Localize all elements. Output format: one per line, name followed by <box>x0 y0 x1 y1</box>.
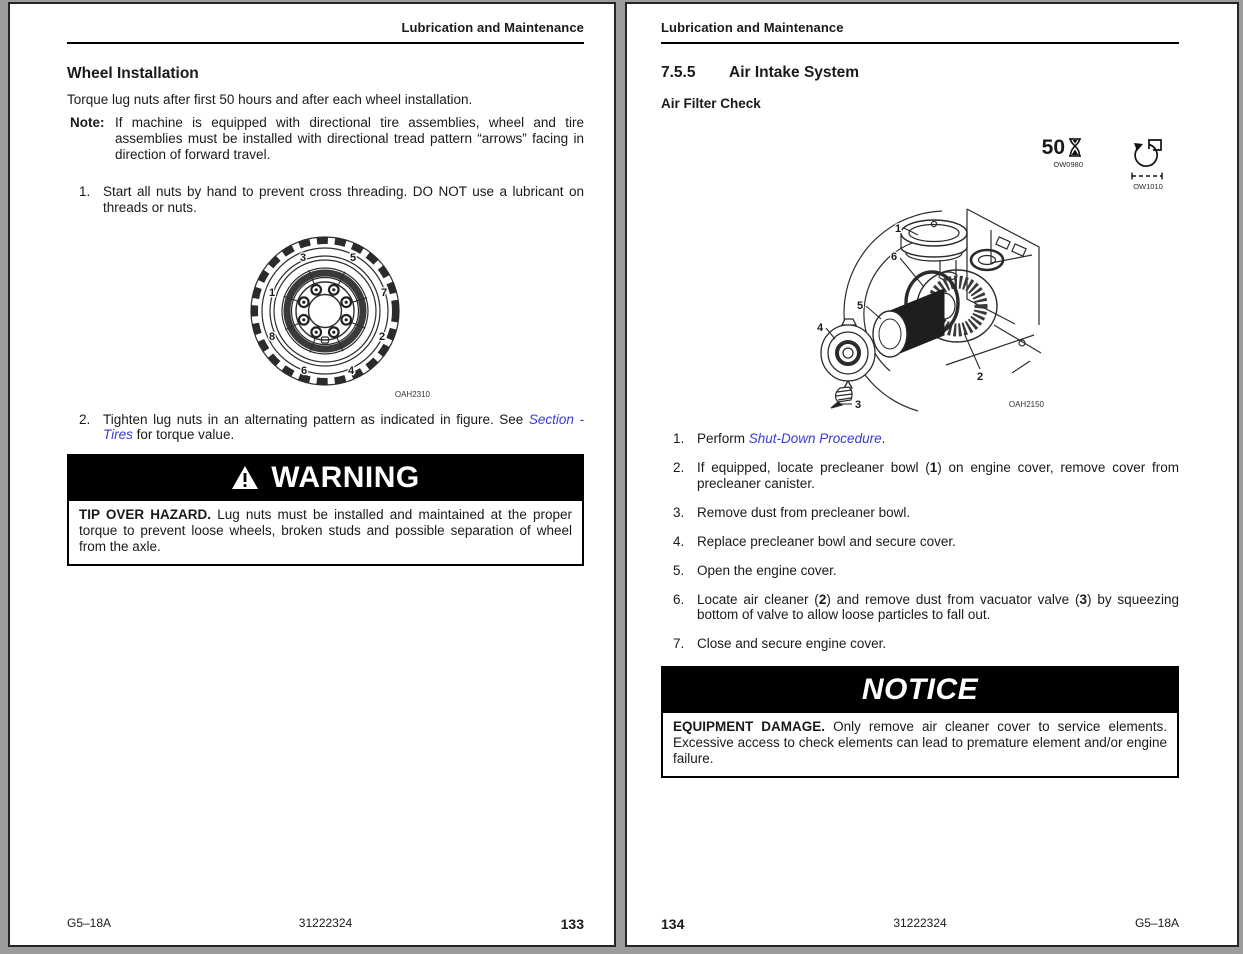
step-number: 1. <box>79 183 91 199</box>
manual-page-134 <box>625 2 1239 947</box>
lug-callout-7: 7 <box>380 286 387 299</box>
manual-page-133 <box>8 2 616 947</box>
step-text-seg: If equipped, locate precleaner bowl ( <box>697 459 930 475</box>
warning-title: WARNING <box>271 461 420 495</box>
callout-ref: 2 <box>818 591 827 607</box>
notice-box <box>661 666 1179 778</box>
warning-text: Lug nuts must be installed and maintained at the proper torque to prevent loose wheels, broken studs and possible separation of wheel from the axle. <box>79 507 572 555</box>
intro-paragraph: Torque lug nuts after first 50 hours and after each wheel installation. <box>67 92 473 107</box>
callout-1: 1 <box>895 223 902 235</box>
step-text: Remove dust from precleaner bowl. <box>697 504 911 520</box>
lug-callout-6: 6 <box>300 364 307 377</box>
service-interval-icons <box>661 137 1179 193</box>
callout-ref: 1 <box>929 459 938 475</box>
page-footer <box>10 916 614 932</box>
callout-3: 3 <box>855 399 862 411</box>
warning-lead: TIP OVER HAZARD. <box>79 507 212 523</box>
notice-title: NOTICE <box>861 673 979 707</box>
section-title: Air Intake System <box>729 64 860 81</box>
step-text <box>697 431 1179 447</box>
step-text <box>697 592 1179 624</box>
step-text <box>697 460 1179 492</box>
interval-50h-block <box>1042 137 1083 169</box>
figure-label: OAH2150 <box>1008 400 1044 409</box>
step-text-pre: Tighten lug nuts in an alternating pattern as indicated in figure. See <box>103 411 529 427</box>
step-item <box>661 431 1179 447</box>
figure-label: OAH2310 <box>394 389 430 399</box>
warning-triangle-icon <box>231 465 259 491</box>
note-text: If machine is equipped with directional tire assemblies, wheel and tire assemblies must be installed with directional tread pattern “arrows” facing in direction of forward travel. <box>115 114 584 162</box>
footer-part-number: 31222324 <box>298 916 353 930</box>
hourglass-icon <box>1067 137 1083 159</box>
warning-body <box>69 501 582 564</box>
note-block <box>67 115 584 163</box>
page-number: 133 <box>560 916 584 932</box>
note-label: Note: <box>70 114 105 130</box>
step-text-seg: ) by squeezing bottom of valve to allow loose particles to fall out. <box>697 591 1179 623</box>
page-number: 134 <box>661 916 685 932</box>
lug-callout-3: 3 <box>299 251 306 264</box>
step-number: 2. <box>79 411 91 427</box>
footer-model: G5–18A <box>67 916 112 930</box>
callout-6: 6 <box>891 251 898 263</box>
lug-callout-5: 5 <box>349 251 356 264</box>
step-text <box>103 412 584 444</box>
page-title: Wheel Installation <box>67 65 199 82</box>
air-filter-diagram-icon <box>794 203 1046 418</box>
section-number: 7.5.5 <box>661 64 696 81</box>
icon-caption: OW1010 <box>1133 182 1163 191</box>
notice-header <box>663 668 1177 713</box>
step-text: Close and secure engine cover. <box>697 636 887 652</box>
notice-body <box>663 713 1177 776</box>
step-text-pre: Perform <box>697 431 749 446</box>
section-heading <box>661 64 1179 82</box>
step-item <box>661 460 1179 492</box>
step-text: Replace precleaner bowl and secure cover. <box>697 533 956 549</box>
step-item <box>661 534 1179 550</box>
rotate-check-icon <box>1129 137 1167 181</box>
footer-part-number: 31222324 <box>893 916 947 930</box>
step-item <box>661 636 1179 652</box>
step-item <box>67 412 584 444</box>
interval-hours: 50 <box>1041 136 1065 159</box>
wheel-lug-pattern-figure <box>220 229 432 404</box>
lug-callout-4: 4 <box>347 364 354 377</box>
step-text: Open the engine cover. <box>697 562 837 578</box>
icon-caption: OW0980 <box>1053 160 1083 169</box>
step-text-post: . <box>881 431 886 446</box>
step-item <box>67 184 584 216</box>
air-filter-figure <box>794 203 1046 423</box>
notice-text: Only remove air cleaner cover to service elements. Excessive access to check elements can lead to premature element and/or engine failure. <box>673 719 1167 767</box>
step-text-seg: ) and remove dust from vacuator valve ( <box>826 591 1080 607</box>
callout-4: 4 <box>817 322 824 334</box>
step-text-seg: ) on engine cover, remove cover from precleaner canister. <box>697 459 1179 491</box>
step-number: 6. <box>673 591 685 607</box>
warning-box <box>67 454 584 566</box>
step-item <box>661 505 1179 521</box>
step-text-seg: Locate air cleaner ( <box>697 591 819 607</box>
notice-lead: EQUIPMENT DAMAGE. <box>673 719 826 735</box>
lug-callout-8: 8 <box>268 330 275 343</box>
callout-5: 5 <box>857 300 864 312</box>
subsection-title: Air Filter Check <box>661 96 761 111</box>
step-text-post: for torque value. <box>132 427 235 443</box>
step-number: 7. <box>673 636 685 652</box>
step-number: 2. <box>673 459 685 475</box>
footer-model: G5–18A <box>1134 916 1180 930</box>
lug-callout-1: 1 <box>268 286 275 299</box>
wheel-diagram-icon <box>220 229 432 399</box>
running-header: Lubrication and Maintenance <box>661 20 1179 44</box>
section-tires-link[interactable]: Section - Tires <box>103 411 585 443</box>
callout-2: 2 <box>977 371 984 383</box>
running-header: Lubrication and Maintenance <box>67 20 584 44</box>
step-number: 1. <box>673 431 685 446</box>
rotation-check-block <box>1129 137 1167 191</box>
lug-callout-2: 2 <box>378 330 385 343</box>
step-number: 5. <box>673 562 685 578</box>
step-item <box>661 592 1179 624</box>
callout-ref: 3 <box>1079 591 1088 607</box>
page-footer <box>627 916 1237 932</box>
step-number: 3. <box>673 504 685 520</box>
step-text: Start all nuts by hand to prevent cross threading. DO NOT use a lubricant on threads or nuts. <box>103 183 584 215</box>
shut-down-procedure-link[interactable]: Shut-Down Procedure <box>748 431 882 446</box>
warning-header <box>69 456 582 501</box>
step-item <box>661 563 1179 579</box>
step-number: 4. <box>673 533 685 549</box>
